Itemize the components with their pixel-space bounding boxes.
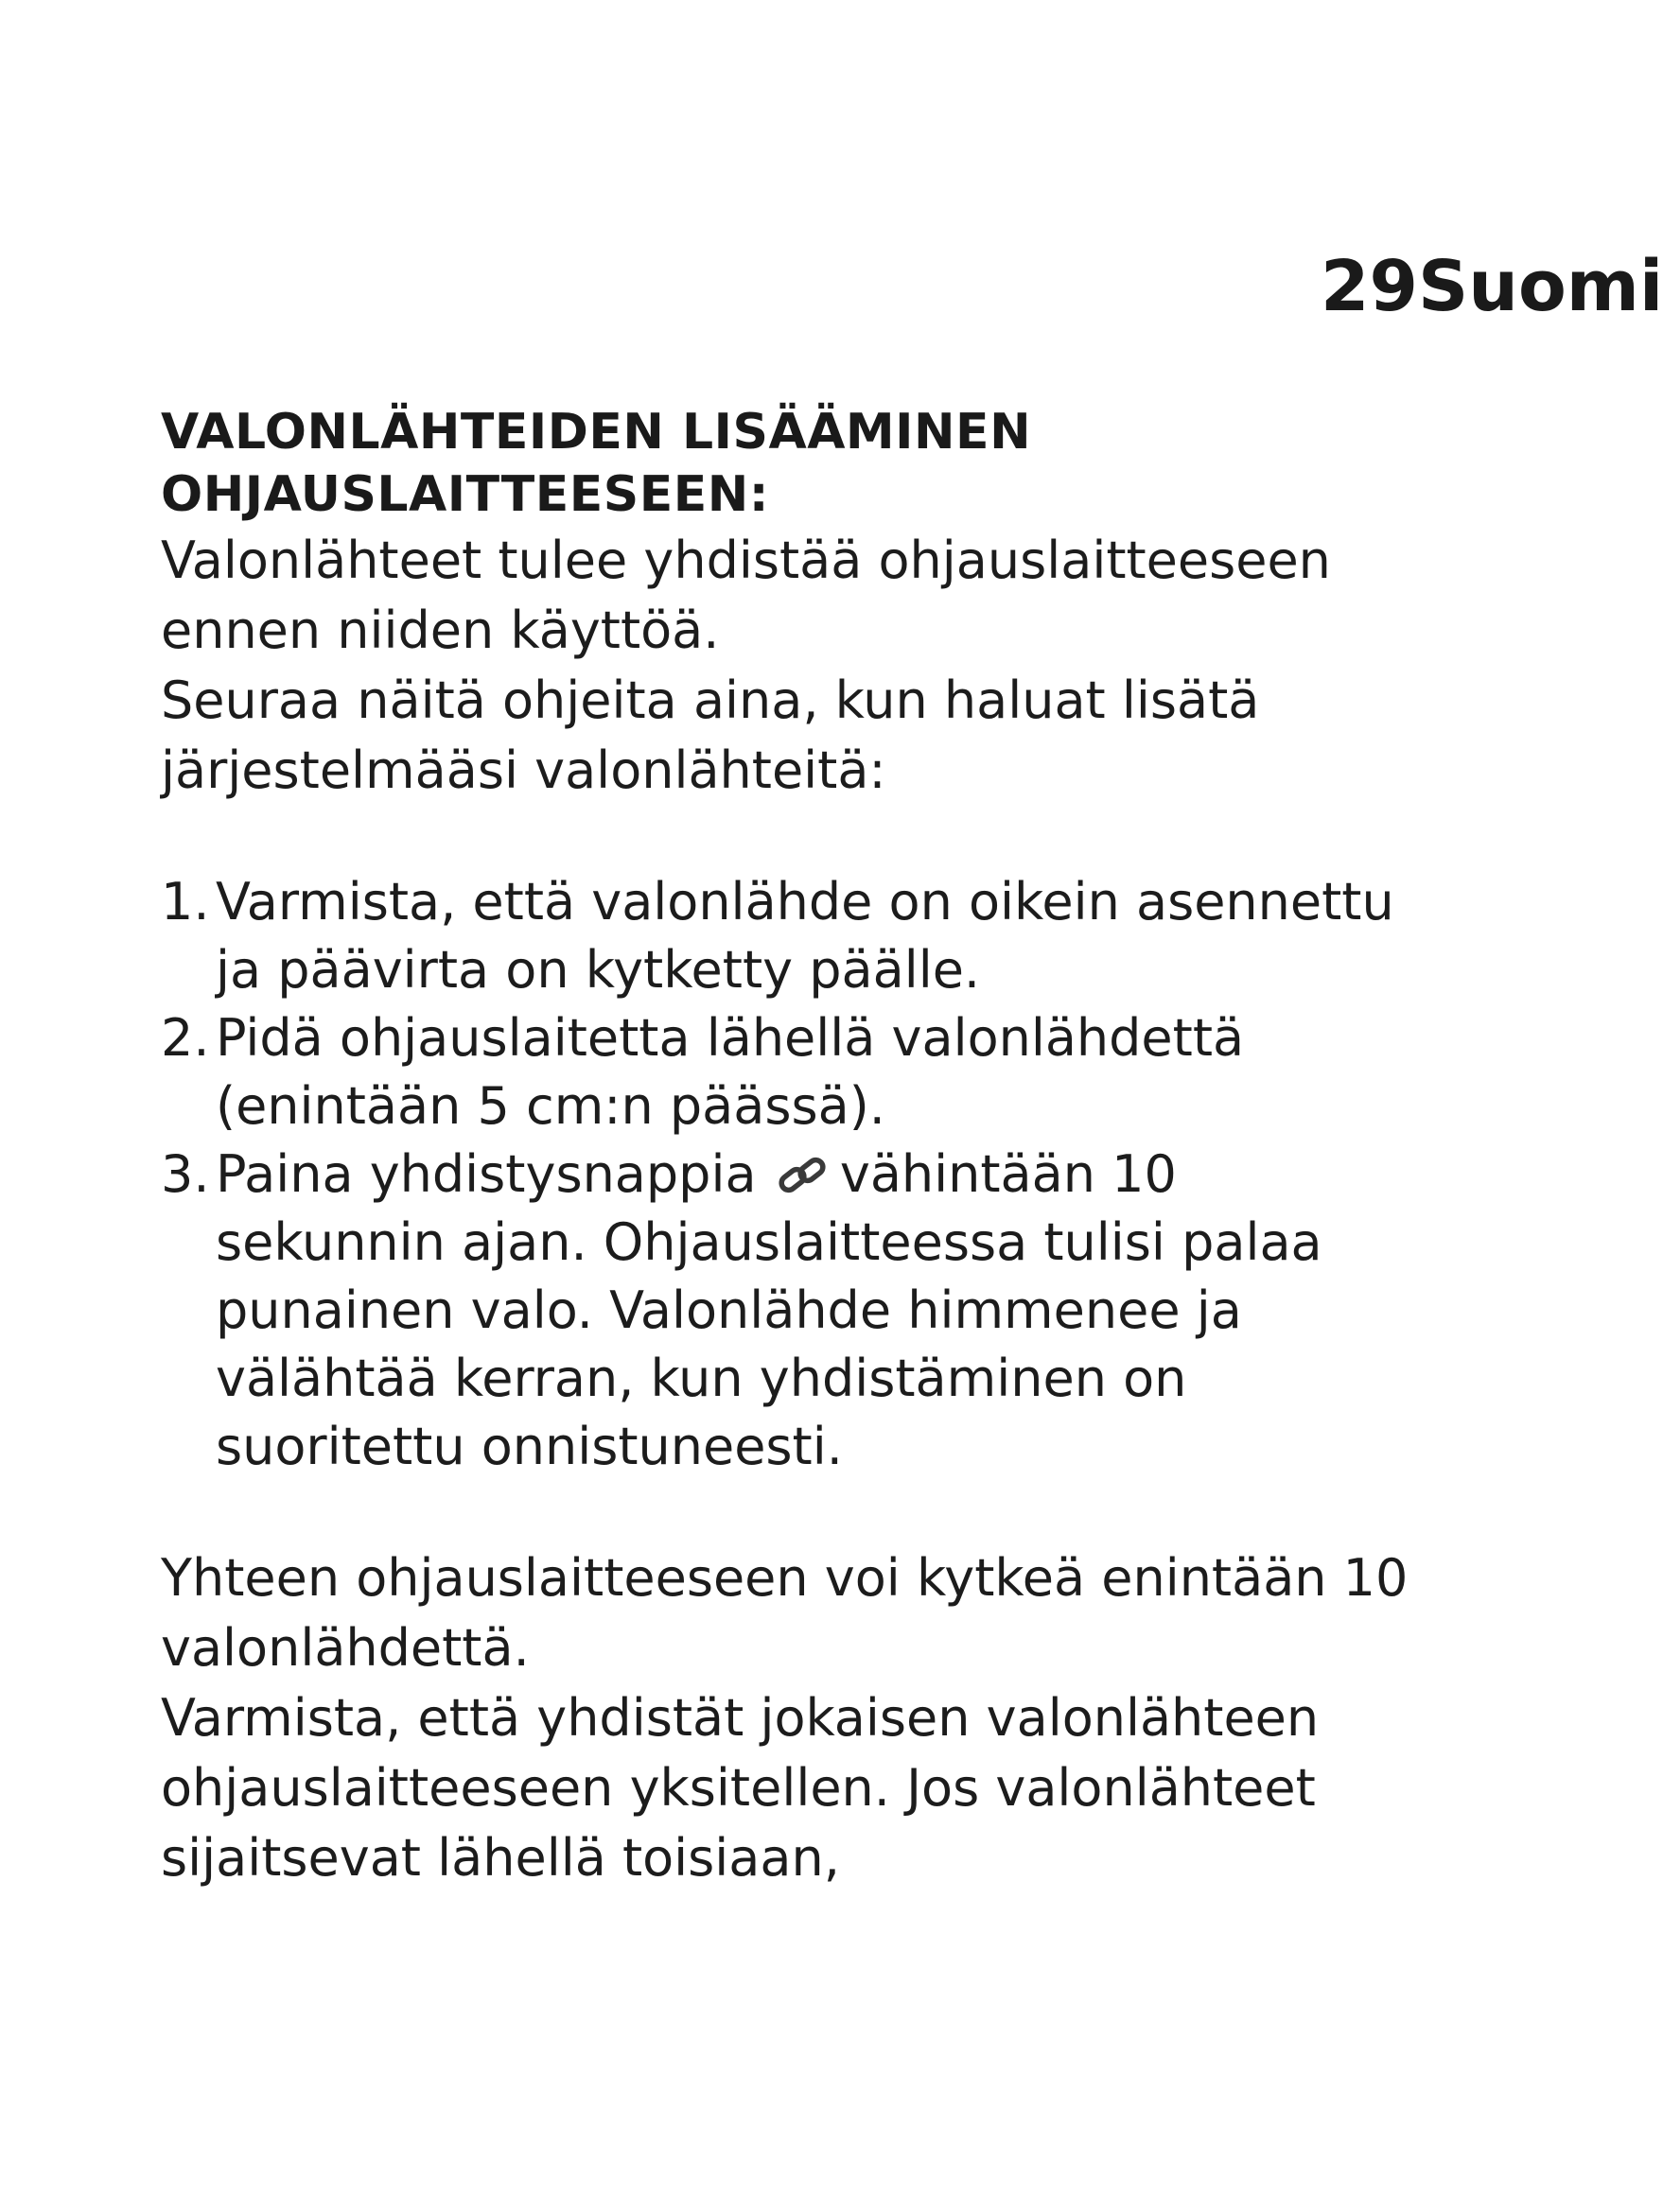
intro-paragraph-2: Seuraa näitä ohjeita aina, kun haluat lisätä järjestelmääsi valonlähteitä: [161, 671, 1260, 800]
step-item-1 [161, 868, 1409, 1004]
link-icon [775, 1152, 830, 1199]
instruction-section [161, 401, 1409, 1893]
step-text-before-icon: Paina yhdistysnappia [216, 1144, 773, 1204]
section-heading-line2: OHJAUSLAITTEESEEN: [161, 466, 770, 523]
page-number: 29Suomi [1321, 246, 1663, 327]
step-text-after-icon: vähintään 10 sekunnin ajan. Ohjauslaitteessa tulisi palaa punainen valo. Valonlähde himmenee ja välähtää kerran, kun yhdistäminen on suoritettu onnistuneesti. [216, 1144, 1322, 1476]
section-heading-line1: VALONLÄHTEIDEN LISÄÄMINEN [161, 404, 1032, 461]
step-text: Varmista, että valonlähde on oikein asennettu ja päävirta on kytketty päälle. [216, 872, 1394, 1000]
spacer [161, 1481, 1409, 1543]
step-text: Pidä ohjauslaitetta lähellä valonlähdettä (enintään 5 cm:n päässä). [216, 1008, 1245, 1136]
step-item-2 [161, 1004, 1409, 1141]
note-paragraph-2: Varmista, että yhdistät jokaisen valonlähteen ohjauslaitteeseen yksitellen. Jos valonlähteet sijaitsevat lähellä toisiaan, [161, 1688, 1320, 1888]
step-number: 3. [161, 1144, 210, 1204]
step-text [216, 1141, 1409, 1481]
section-heading [161, 401, 1409, 526]
note-paragraph-1: Yhteen ohjauslaitteeseen voi kytkeä enintään 10 valonlähdettä. [161, 1548, 1409, 1678]
step-item-3 [161, 1141, 1409, 1481]
steps-list [161, 868, 1409, 1481]
spacer [161, 806, 1409, 868]
intro-paragraph-1: Valonlähteet tulee yhdistää ohjauslaitteeseen ennen niiden käyttöä. [161, 531, 1331, 660]
step-number: 2. [161, 1008, 210, 1068]
step-number: 1. [161, 872, 210, 932]
